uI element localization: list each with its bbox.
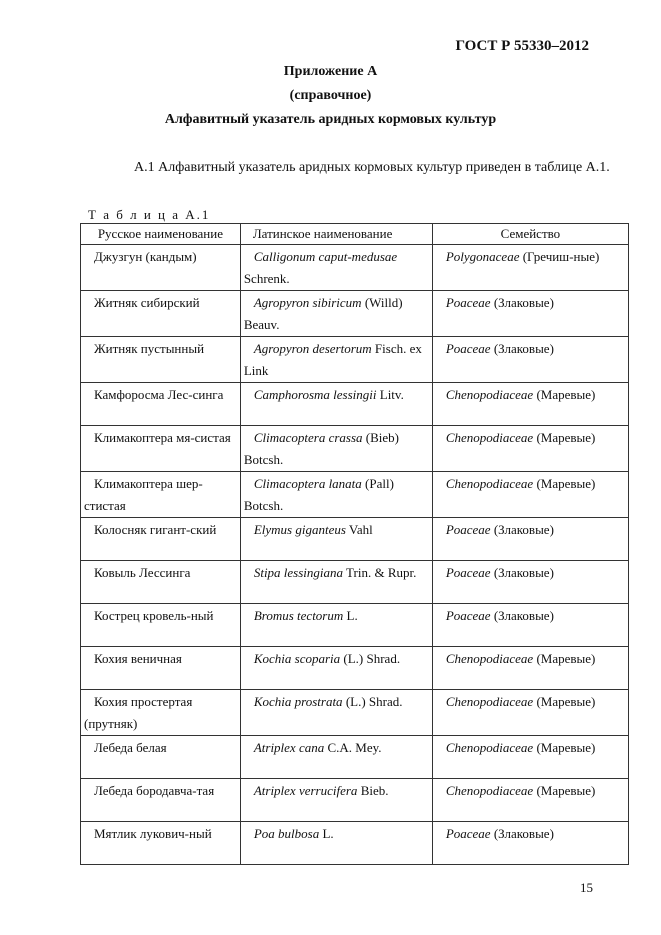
table-row: [81, 822, 629, 865]
cell-russian-name: [81, 245, 241, 291]
cell-russian-name: [81, 647, 241, 690]
latin-binomial: Atriplex cana: [253, 740, 325, 755]
russian-name-text: Лебеда белая: [94, 740, 167, 755]
cell-family: [432, 291, 628, 337]
table-row: [81, 647, 629, 690]
family-russian: (Маревые): [533, 694, 596, 709]
cell-latin-name: [240, 561, 432, 604]
latin-name-text: [244, 473, 429, 516]
family-russian: (Злаковые): [490, 522, 554, 537]
latin-author: (Pall) Botcsh.: [243, 476, 394, 513]
family-latin: Poaceae: [445, 295, 491, 310]
cell-latin-name: [240, 518, 432, 561]
latin-author: (Bieb) Botcsh.: [243, 430, 399, 467]
cell-russian-name: [81, 291, 241, 337]
intro-paragraph: А.1 Алфавитный указатель аридных кормовых культур приведен в таблице А.1.: [134, 160, 610, 175]
latin-name-text: [244, 691, 429, 713]
latin-binomial: Agropyron sibiricum: [253, 295, 362, 310]
cell-russian-name: [81, 561, 241, 604]
latin-binomial: Kochia prostrata: [253, 694, 343, 709]
table-row: [81, 518, 629, 561]
cell-latin-name: [240, 245, 432, 291]
russian-name-text: Кохия простертая (прутняк): [84, 694, 193, 731]
table-caption: Т а б л и ц а А.1: [88, 207, 211, 222]
latin-binomial: Climacoptera crassa: [253, 430, 363, 445]
family-latin: Poaceae: [445, 341, 491, 356]
latin-name-text: [244, 292, 429, 335]
family-latin: Poaceae: [445, 522, 491, 537]
latin-name-text: [244, 338, 429, 381]
cell-russian-name: [81, 690, 241, 736]
family-russian: (Злаковые): [490, 341, 554, 356]
latin-binomial: Stipa lessingiana: [253, 565, 344, 580]
family-russian: (Маревые): [533, 387, 596, 402]
table-row: [81, 337, 629, 383]
russian-name-text: Климакоптера мя-систая: [94, 430, 231, 445]
latin-name-text: [244, 737, 429, 759]
cell-family: [432, 337, 628, 383]
appendix-type: (справочное): [289, 88, 372, 103]
family-russian: (Маревые): [533, 430, 596, 445]
latin-author: C.A. Mey.: [324, 740, 382, 755]
family-russian: (Маревые): [533, 476, 596, 491]
cell-russian-name: [81, 426, 241, 472]
cell-family: [432, 690, 628, 736]
russian-name-text: Лебеда бородавча-тая: [94, 783, 215, 798]
cell-latin-name: [240, 779, 432, 822]
latin-author: Bieb.: [357, 783, 389, 798]
cell-family: [432, 245, 628, 291]
cell-family: [432, 604, 628, 647]
cell-latin-name: [240, 383, 432, 426]
cell-family: [432, 779, 628, 822]
russian-name-text: Камфоросма Лес-синга: [94, 387, 224, 402]
cell-russian-name: [81, 472, 241, 518]
header-russian-name: Русское наименование: [81, 224, 241, 245]
family-latin: Chenopodiaceae: [445, 651, 534, 666]
cell-family: [432, 647, 628, 690]
russian-name-text: Кострец кровель-ный: [94, 608, 214, 623]
latin-name-text: [244, 427, 429, 470]
russian-name-text: Житняк пустынный: [94, 341, 205, 356]
family-latin: Chenopodiaceae: [445, 783, 534, 798]
family-text: [436, 427, 625, 449]
family-russian: (Маревые): [533, 651, 596, 666]
latin-author: Schrenk.: [243, 270, 290, 286]
table-row: [81, 736, 629, 779]
family-latin: Chenopodiaceae: [445, 740, 534, 755]
latin-author: Fisch. ex Link: [243, 341, 422, 378]
family-latin: Polygonaceae: [445, 249, 520, 264]
cell-latin-name: [240, 822, 432, 865]
family-latin: Poaceae: [445, 565, 491, 580]
russian-name-text: Житняк сибирский: [94, 295, 200, 310]
family-text: [436, 473, 625, 495]
table-row: [81, 291, 629, 337]
russian-name-text: Ковыль Лессинга: [94, 565, 191, 580]
latin-name-text: [244, 648, 429, 670]
latin-author: L.: [343, 608, 358, 623]
cell-latin-name: [240, 291, 432, 337]
family-russian: (Злаковые): [490, 608, 554, 623]
family-text: [436, 562, 625, 584]
family-russian: (Маревые): [533, 740, 596, 755]
family-text: [436, 292, 625, 314]
family-russian: (Гречиш-ные): [519, 249, 600, 264]
family-latin: Chenopodiaceae: [445, 476, 534, 491]
latin-author: Trin. & Rupr.: [343, 565, 417, 580]
family-text: [436, 384, 625, 406]
family-text: [436, 648, 625, 670]
cell-family: [432, 426, 628, 472]
family-text: [436, 780, 625, 802]
russian-name-text: Кохия веничная: [94, 651, 182, 666]
latin-name-text: [244, 823, 429, 845]
russian-name-text: Колосняк гигант-ский: [94, 522, 217, 537]
table-header-row: [81, 224, 629, 245]
table-row: [81, 604, 629, 647]
cell-family: [432, 472, 628, 518]
latin-name-text: [244, 519, 429, 541]
table-row: [81, 779, 629, 822]
cell-latin-name: [240, 736, 432, 779]
family-russian: (Злаковые): [490, 565, 554, 580]
latin-author: Vahl: [345, 522, 373, 537]
latin-binomial: Calligonum caput-medusae: [253, 249, 398, 264]
document-code: ГОСТ Р 55330–2012: [455, 38, 589, 54]
appendix-title: Приложение А: [283, 64, 378, 79]
appendix-name: Алфавитный указатель аридных кормовых культур: [164, 112, 497, 127]
family-latin: Poaceae: [445, 826, 491, 841]
latin-name-text: [244, 605, 429, 627]
cell-russian-name: [81, 736, 241, 779]
family-text: [436, 605, 625, 627]
cell-latin-name: [240, 337, 432, 383]
latin-binomial: Camphorosma lessingii: [253, 387, 377, 402]
family-text: [436, 246, 625, 268]
russian-name-text: Мятлик лукович-ный: [94, 826, 212, 841]
latin-binomial: Elymus giganteus: [253, 522, 346, 537]
cell-family: [432, 561, 628, 604]
family-text: [436, 737, 625, 759]
cell-russian-name: [81, 779, 241, 822]
family-russian: (Маревые): [533, 783, 596, 798]
cell-russian-name: [81, 337, 241, 383]
cell-latin-name: [240, 647, 432, 690]
family-text: [436, 691, 625, 713]
header-latin-name: Латинское наименование: [240, 224, 432, 245]
table-row: [81, 561, 629, 604]
cell-family: [432, 822, 628, 865]
cell-russian-name: [81, 604, 241, 647]
cell-russian-name: [81, 383, 241, 426]
latin-name-text: [244, 562, 429, 584]
crops-table: [80, 223, 629, 865]
latin-author: L.: [319, 826, 334, 841]
latin-binomial: Climacoptera lanata: [253, 476, 362, 491]
russian-name-text: Джузгун (кандым): [94, 249, 197, 264]
cell-family: [432, 383, 628, 426]
latin-name-text: [244, 780, 429, 802]
family-text: [436, 519, 625, 541]
family-text: [436, 338, 625, 360]
family-text: [436, 823, 625, 845]
latin-author: Litv.: [376, 387, 404, 402]
family-latin: Chenopodiaceae: [445, 430, 534, 445]
family-latin: Poaceae: [445, 608, 491, 623]
table-row: [81, 472, 629, 518]
page-number: 15: [580, 880, 593, 895]
table-row: [81, 245, 629, 291]
cell-russian-name: [81, 518, 241, 561]
latin-author: (Willd) Beauv.: [243, 295, 403, 332]
cell-russian-name: [81, 822, 241, 865]
table-row: [81, 383, 629, 426]
family-latin: Chenopodiaceae: [445, 387, 534, 402]
cell-family: [432, 736, 628, 779]
latin-binomial: Bromus tectorum: [253, 608, 344, 623]
latin-name-text: [244, 246, 429, 289]
latin-author: (L.) Shrad.: [340, 651, 401, 666]
cell-latin-name: [240, 604, 432, 647]
cell-latin-name: [240, 426, 432, 472]
cell-latin-name: [240, 690, 432, 736]
latin-name-text: [244, 384, 429, 406]
family-latin: Chenopodiaceae: [445, 694, 534, 709]
cell-latin-name: [240, 472, 432, 518]
latin-binomial: Kochia scoparia: [253, 651, 341, 666]
table-row: [81, 690, 629, 736]
table-row: [81, 426, 629, 472]
latin-binomial: Agropyron desertorum: [253, 341, 372, 356]
latin-author: (L.) Shrad.: [342, 694, 403, 709]
russian-name-text: Климакоптера шер-стистая: [84, 476, 203, 513]
header-family: Семейство: [432, 224, 628, 245]
family-russian: (Злаковые): [490, 295, 554, 310]
cell-family: [432, 518, 628, 561]
family-russian: (Злаковые): [490, 826, 554, 841]
latin-binomial: Poa bulbosa: [253, 826, 320, 841]
latin-binomial: Atriplex verrucifera: [253, 783, 358, 798]
